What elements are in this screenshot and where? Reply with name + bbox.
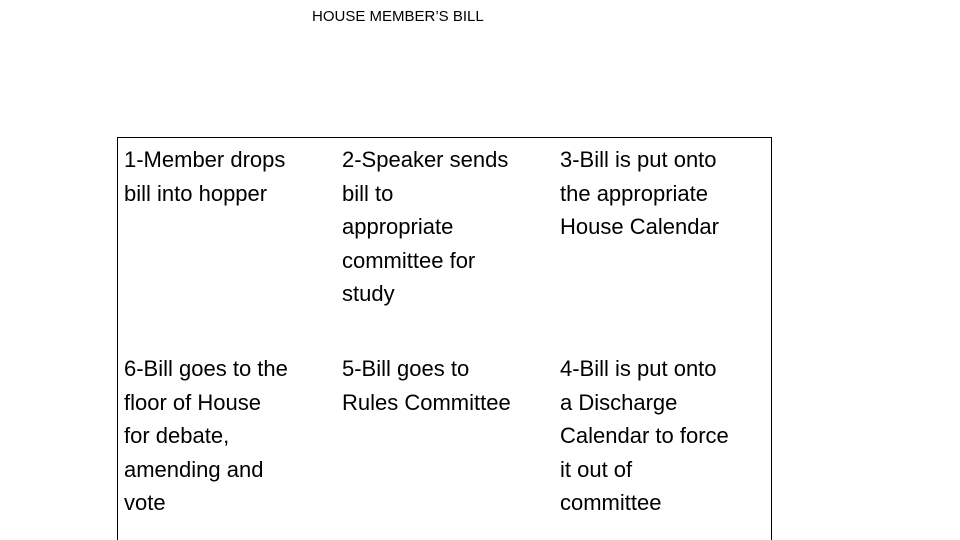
slide-title: HOUSE MEMBER’S BILL xyxy=(312,8,484,25)
step-5: 5-Bill goes to Rules Committee xyxy=(342,356,511,415)
steps-box xyxy=(117,137,772,540)
step-6: 6-Bill goes to the floor of House for debate, amending and vote xyxy=(124,356,288,516)
step-3: 3-Bill is put onto the appropriate House Calendar xyxy=(560,147,719,240)
step-4: 4-Bill is put onto a Discharge Calendar to force it out of committee xyxy=(560,356,729,516)
step-1: 1-Member drops bill into hopper xyxy=(124,147,286,206)
step-2: 2-Speaker sends bill to appropriate committee for study xyxy=(342,147,509,307)
